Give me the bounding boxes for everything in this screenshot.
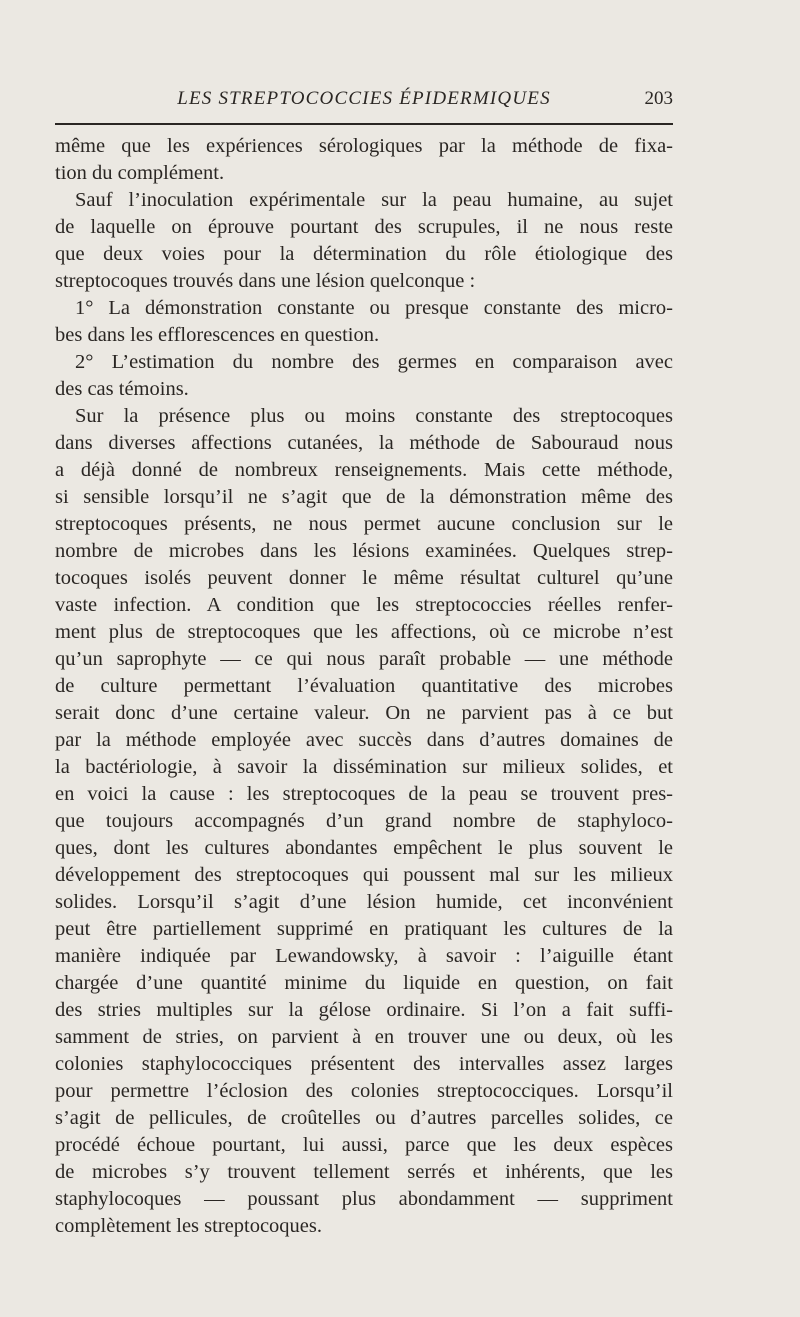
text-line: solides. Lorsqu’il s’agit d’une lésion humide, cet inconvénient xyxy=(55,891,673,913)
text-line: tion du complément. xyxy=(55,162,225,184)
page-number: 203 xyxy=(644,88,673,109)
text-line: des cas témoins. xyxy=(55,378,189,400)
text-line: procédé échoue pourtant, lui aussi, parce que les deux espèces xyxy=(55,1134,673,1156)
text-line: colonies staphylococciques présentent des intervalles assez larges xyxy=(55,1053,673,1075)
text-line: par la méthode employée avec succès dans d’autres domaines de xyxy=(55,729,673,751)
text-line: des stries multiples sur la gélose ordinaire. Si l’on a fait suffi- xyxy=(55,999,673,1021)
text-line: chargée d’une quantité minime du liquide en question, on fait xyxy=(55,972,673,994)
page-header xyxy=(55,88,673,114)
text-line: s’agit de pellicules, de croûtelles ou d’autres parcelles solides, ce xyxy=(55,1107,673,1129)
text-line: ques, dont les cultures abondantes empêchent le plus souvent le xyxy=(55,837,673,859)
text-line: de microbes s’y trouvent tellement serrés et inhérents, que les xyxy=(55,1161,673,1183)
text-line: Sur la présence plus ou moins constante des streptocoques xyxy=(75,405,673,427)
text-line: samment de stries, on parvient à en trouver une ou deux, où les xyxy=(55,1026,673,1048)
text-line: a déjà donné de nombreux renseignements. Mais cette méthode, xyxy=(55,459,673,481)
running-head: LES STREPTOCOCCIES ÉPIDERMIQUES xyxy=(177,88,551,109)
text-line: peut être partiellement supprimé en pratiquant les cultures de la xyxy=(55,918,673,940)
body-text xyxy=(55,133,673,1240)
text-line: Sauf l’inoculation expérimentale sur la peau humaine, au sujet xyxy=(75,189,673,211)
text-line: qu’un saprophyte — ce qui nous paraît probable — une méthode xyxy=(55,648,673,670)
text-line: manière indiquée par Lewandowsky, à savoir : l’aiguille étant xyxy=(55,945,673,967)
text-line: serait donc d’une certaine valeur. On ne parvient pas à ce but xyxy=(55,702,673,724)
text-line: en voici la cause : les streptocoques de la peau se trouvent pres- xyxy=(55,783,673,805)
text-line: développement des streptocoques qui poussent mal sur les milieux xyxy=(55,864,673,886)
text-line: bes dans les efflorescences en question. xyxy=(55,324,380,346)
text-line: staphylocoques — poussant plus abondamment — suppriment xyxy=(55,1188,673,1210)
header-rule xyxy=(55,123,673,125)
text-line: dans diverses affections cutanées, la méthode de Sabouraud nous xyxy=(55,432,673,454)
text-line: vaste infection. A condition que les streptococcies réelles renfer- xyxy=(55,594,673,616)
text-line: que deux voies pour la détermination du rôle étiologique des xyxy=(55,243,673,265)
text-line: 2° L’estimation du nombre des germes en comparaison avec xyxy=(75,351,673,373)
text-line: tocoques isolés peuvent donner le même résultat culturel qu’une xyxy=(55,567,673,589)
text-line: si sensible lorsqu’il ne s’agit que de la démonstration même des xyxy=(55,486,673,508)
text-line: de culture permettant l’évaluation quantitative des microbes xyxy=(55,675,673,697)
text-line: nombre de microbes dans les lésions examinées. Quelques strep- xyxy=(55,540,673,562)
text-line: la bactériologie, à savoir la dissémination sur milieux solides, et xyxy=(55,756,673,778)
text-line: complètement les streptocoques. xyxy=(55,1215,322,1237)
text-line: streptocoques trouvés dans une lésion quelconque : xyxy=(55,270,476,292)
text-line: même que les expériences sérologiques par la méthode de fixa- xyxy=(55,135,673,157)
text-line: streptocoques présents, ne nous permet aucune conclusion sur le xyxy=(55,513,673,535)
text-line: ment plus de streptocoques que les affections, où ce microbe n’est xyxy=(55,621,673,643)
text-line: de laquelle on éprouve pourtant des scrupules, il ne nous reste xyxy=(55,216,673,238)
text-line: que toujours accompagnés d’un grand nombre de staphyloco- xyxy=(55,810,673,832)
text-line: 1° La démonstration constante ou presque constante des micro- xyxy=(75,297,673,319)
text-line: pour permettre l’éclosion des colonies streptococciques. Lorsqu’il xyxy=(55,1080,673,1102)
